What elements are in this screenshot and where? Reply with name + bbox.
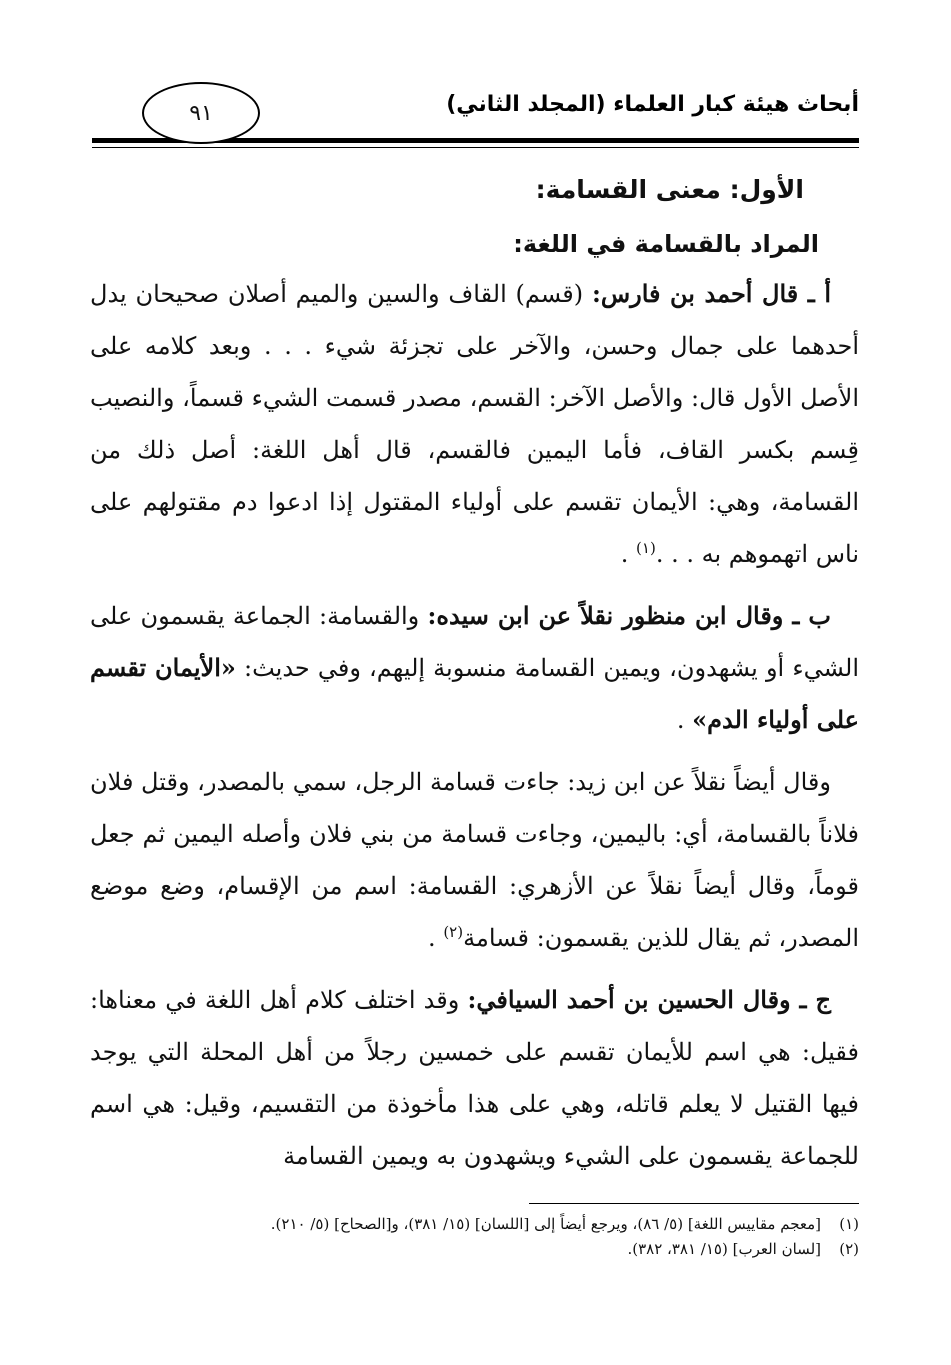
footnote-ref[interactable]: (٢) [443,923,464,941]
paragraph-lead: ب ـ وقال ابن منظور نقلاً عن ابن سيده: [427,601,831,630]
paragraph-lead: ج ـ وقال الحسين بن أحمد السيافي: [467,985,831,1014]
paragraph-ibn-faris [90,268,859,580]
paragraph-text: وقد اختلف كلام أهل اللغة في معناها: فقيل: هي اسم للأيمان تقسم على خمسين رجلاً من أهل المحلة التي يوجد فيها القتيل لا يعلم قاتله، وهي على هذا مأخوذة من التقسيم، وقيل: هي اسم للجماعة يقسمون على الشيء ويشهدون به ويمين القسامة [90,986,860,1170]
footnotes [92,1212,859,1262]
paragraph-end: . [620,540,637,568]
paragraph-end: . [676,706,693,734]
footnote-ref[interactable]: (١) [636,539,656,557]
footnote-1 [92,1212,859,1237]
section-heading: الأول: معنى القسامة: [535,175,804,204]
paragraph-lead: أ ـ قال أحمد بن فارس: [591,279,831,308]
body-text [90,170,859,1182]
paragraph-text: والقسامة: الجماعة يقسمون على الشيء أو يشهدون، ويمين القسامة منسوبة إليهم، وفي حديث: [90,602,859,682]
footnote-2 [92,1237,859,1262]
subsection-heading: المراد بالقسامة في اللغة: [513,230,819,258]
footnote-separator [529,1203,859,1204]
paragraph-ibn-manzur [90,590,859,746]
header-rule-thin [92,147,859,148]
footnote-number: (٢) [839,1240,859,1258]
paragraph-text: (قسم) القاف والسين والميم أصلان صحيحان يدل أحدهما على جمال وحسن، والآخر على تجزئة شيء . . . وبعد كلامه على الأصل الأول قال: والأصل الآخر: القسم، مصدر قسمت الشيء قسماً، والنصيب قِسم بكسر القاف، فأما اليمين فالقسم، قال أهل اللغة: أصل ذلك من القسامة، وهي: الأيمان تقسم على أولياء المقتول إذا ادعوا دم مقتولهم على ناس اتهموهم به . . . [90,280,859,568]
footnote-number: (١) [839,1215,859,1233]
footnote-text: [معجم مقاييس اللغة] (٥/ ٨٦)، ويرجع أيضاً إلى [اللسان] (١٥/ ٣٨١)، و[الصحاح] (٥/ ٢١٠). [270,1215,821,1233]
paragraph-end: . [428,924,444,952]
footnote-text: [لسان العرب] (١٥/ ٣٨١، ٣٨٢). [627,1240,821,1258]
page-number-oval [142,82,260,144]
paragraph-text: وقال أيضاً نقلاً عن ابن زيد: جاءت قسامة الرجل، سمي بالمصدر، وقتل فلان فلاناً بالقسامة، أي: باليمين، وجاءت قسامة من بني فلان وأصله اليمين ثم جعل قوماً، وقال أيضاً نقلاً عن الأزهري: القسامة: اسم من الإقسام، وضع موضع المصدر، ثم يقال للذين يقسمون: قسامة [90,768,860,952]
page-number: ٩١ [189,100,213,126]
paragraph-sayafi [90,974,859,1182]
hadith-quote: «الأيمان تقسم على أولياء الدم» [90,653,859,734]
running-header-title: أبحاث هيئة كبار العلماء (المجلد الثاني) [446,92,859,117]
paragraph-ibn-zayd [90,756,859,964]
